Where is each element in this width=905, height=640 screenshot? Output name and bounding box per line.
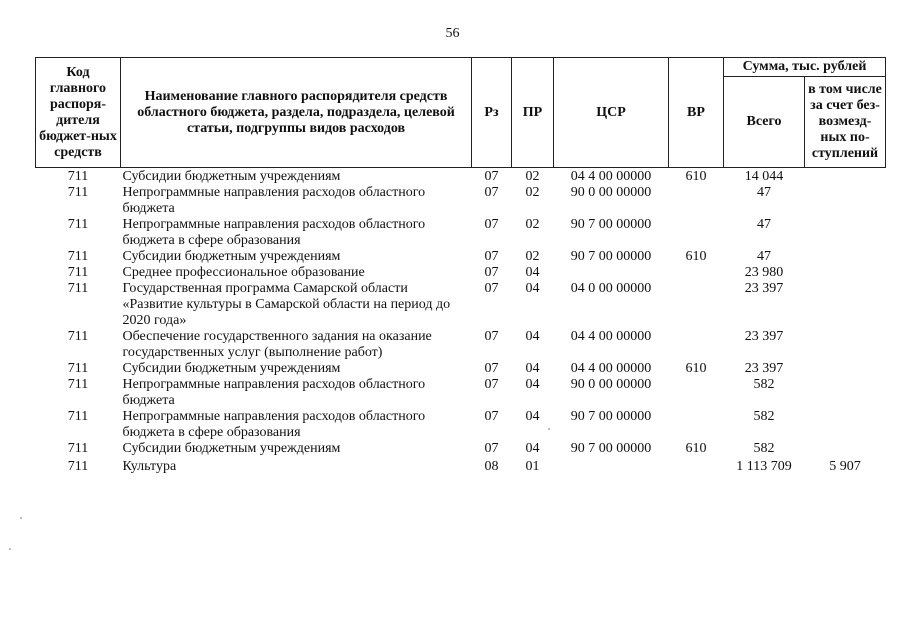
cell-vr: 610 (685, 441, 707, 456)
cell-code: 711 (67, 185, 89, 200)
table-row (36, 217, 886, 249)
cell-code: 711 (67, 361, 89, 376)
cell-grants (805, 377, 886, 409)
cell-rz: 07 (484, 361, 499, 376)
cell-name: Непрограммные направления расходов областного бюджета (122, 377, 426, 408)
cell-grants (805, 249, 886, 265)
cell-vr (669, 409, 724, 441)
cell-csr: 90 0 00 00000 (570, 185, 652, 200)
table-row (36, 281, 886, 329)
cell-total: 23 397 (744, 361, 784, 376)
table-row (36, 441, 886, 457)
cell-csr: 90 7 00 00000 (570, 249, 652, 264)
cell-csr (554, 265, 669, 281)
table-row (36, 265, 886, 281)
cell-vr (669, 377, 724, 409)
header-csr: ЦСР (554, 58, 669, 168)
header-amount: Сумма, тыс. рублей (724, 58, 886, 77)
cell-total: 47 (757, 217, 771, 232)
cell-rz: 07 (484, 409, 499, 424)
cell-vr (669, 281, 724, 329)
cell-pr: 02 (525, 185, 540, 200)
cell-name: Обеспечение государственного задания на оказание государственных услуг (выполнение работ) (122, 329, 432, 360)
scan-speck (9, 548, 11, 550)
cell-name: Субсидии бюджетным учреждениям (122, 169, 341, 184)
cell-pr: 04 (525, 329, 540, 344)
header-pr: ПР (512, 58, 554, 168)
cell-grants (805, 361, 886, 377)
cell-grants (805, 441, 886, 457)
cell-code: 711 (67, 441, 89, 456)
cell-total: 47 (757, 249, 771, 264)
cell-vr (669, 217, 724, 249)
table-row (36, 377, 886, 409)
cell-total: 47 (757, 185, 771, 200)
cell-code: 711 (67, 281, 89, 296)
cell-pr: 04 (525, 409, 540, 424)
cell-rz: 07 (484, 169, 499, 184)
cell-rz: 07 (484, 249, 499, 264)
scan-speck (20, 517, 22, 519)
cell-grants (805, 281, 886, 329)
cell-csr: 04 4 00 00000 (570, 361, 652, 376)
scan-speck (548, 428, 550, 430)
cell-rz: 08 (484, 459, 499, 474)
cell-code: 711 (67, 329, 89, 344)
cell-total: 23 980 (744, 265, 784, 280)
table-row (36, 457, 886, 475)
cell-pr: 04 (525, 281, 540, 296)
cell-grants (805, 329, 886, 361)
cell-total: 582 (753, 441, 775, 456)
cell-pr: 02 (525, 217, 540, 232)
table-row (36, 185, 886, 217)
table-row (36, 249, 886, 265)
cell-rz: 07 (484, 265, 499, 280)
cell-total: 23 397 (744, 329, 784, 344)
cell-csr: 04 4 00 00000 (570, 329, 652, 344)
table-header (36, 58, 886, 168)
cell-name: Государственная программа Самарской области «Развитие культуры в Самарской области на период до 2020 года» (122, 281, 451, 328)
cell-code: 711 (67, 409, 89, 424)
cell-code: 711 (67, 169, 89, 184)
header-rz: Рз (472, 58, 512, 168)
cell-code: 711 (67, 459, 89, 474)
cell-total: 14 044 (744, 169, 784, 184)
cell-rz: 07 (484, 217, 499, 232)
cell-grants (805, 185, 886, 217)
cell-rz: 07 (484, 329, 499, 344)
cell-code: 711 (67, 249, 89, 264)
cell-rz: 07 (484, 281, 499, 296)
cell-vr: 610 (685, 361, 707, 376)
cell-rz: 07 (484, 441, 499, 456)
cell-pr: 04 (525, 441, 540, 456)
cell-csr: 90 7 00 00000 (570, 217, 652, 232)
cell-name: Среднее профессиональное образование (122, 265, 365, 280)
cell-pr: 02 (525, 249, 540, 264)
budget-table (35, 57, 886, 475)
cell-vr (669, 185, 724, 217)
cell-grants (805, 265, 886, 281)
header-code: Код главного распоря-дителя бюджет-ных средств (36, 58, 121, 168)
cell-name: Непрограммные направления расходов областного бюджета (122, 185, 426, 216)
cell-rz: 07 (484, 185, 499, 200)
cell-code: 711 (67, 217, 89, 232)
cell-csr (554, 457, 669, 475)
cell-total: 582 (753, 377, 775, 392)
table-row (36, 329, 886, 361)
cell-pr: 04 (525, 377, 540, 392)
cell-rz: 07 (484, 377, 499, 392)
cell-pr: 04 (525, 361, 540, 376)
header-name: Наименование главного распорядителя средств областного бюджета, раздела, подраздела, целевой статьи, подгруппы видов расходов (121, 58, 472, 168)
header-vr: ВР (669, 58, 724, 168)
cell-grants (805, 168, 886, 186)
cell-total: 1 113 709 (736, 459, 792, 474)
cell-name: Непрограммные направления расходов областного бюджета в сфере образования (122, 409, 426, 440)
cell-name: Субсидии бюджетным учреждениям (122, 361, 341, 376)
cell-total: 23 397 (744, 281, 784, 296)
cell-vr (669, 329, 724, 361)
cell-total: 582 (753, 409, 775, 424)
cell-csr: 90 0 00 00000 (570, 377, 652, 392)
cell-name: Непрограммные направления расходов областного бюджета в сфере образования (122, 217, 426, 248)
cell-pr: 04 (525, 265, 540, 280)
table-row (36, 361, 886, 377)
cell-csr: 90 7 00 00000 (570, 409, 652, 424)
cell-name: Культура (122, 459, 177, 474)
cell-grants (805, 217, 886, 249)
cell-grants: 5 907 (829, 459, 861, 474)
cell-name: Субсидии бюджетным учреждениям (122, 249, 341, 264)
cell-vr: 610 (685, 249, 707, 264)
header-grants: в том числе за счет без-возмезд-ных по-ступлений (805, 77, 886, 168)
header-total: Всего (724, 77, 805, 168)
table-row (36, 168, 886, 186)
table-body (36, 168, 886, 476)
cell-pr: 02 (525, 169, 540, 184)
cell-vr (669, 457, 724, 475)
page-number: 56 (445, 26, 460, 41)
table-row (36, 409, 886, 441)
cell-vr: 610 (685, 169, 707, 184)
cell-csr: 90 7 00 00000 (570, 441, 652, 456)
header-row (36, 58, 886, 77)
cell-code: 711 (67, 377, 89, 392)
cell-csr: 04 4 00 00000 (570, 169, 652, 184)
cell-csr: 04 0 00 00000 (570, 281, 652, 296)
cell-name: Субсидии бюджетным учреждениям (122, 441, 341, 456)
cell-pr: 01 (525, 459, 540, 474)
cell-grants (805, 409, 886, 441)
cell-vr (669, 265, 724, 281)
cell-code: 711 (67, 265, 89, 280)
